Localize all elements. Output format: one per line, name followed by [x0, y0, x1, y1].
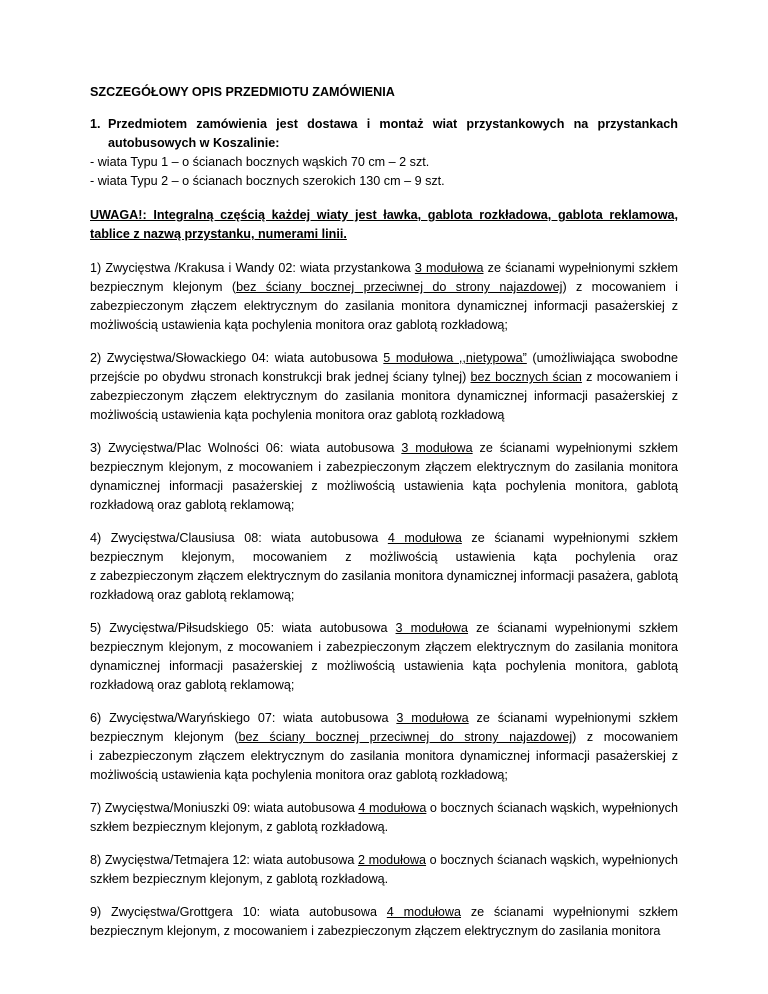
item-1-heading: [90, 115, 678, 153]
p4-underline-1: 4 modułowa: [387, 531, 462, 545]
paragraph-8: [90, 851, 678, 889]
p8-underline-1: 2 modułowa: [358, 853, 427, 867]
p7-underline-1: 4 modułowa: [358, 801, 427, 815]
p1-underline-1: 3 modułowa: [414, 261, 484, 275]
p5-text-a: 5) Zwycięstwa/Piłsudskiego 05: wiata autobusowa: [90, 621, 396, 635]
p1-text-b: ze ścianami wypełnionymi szkłem bezpiecznym klejonym (: [90, 261, 678, 294]
item-1-type-1: - wiata Typu 1 – o ścianach bocznych wąskich 70 cm – 2 szt.: [90, 155, 430, 169]
p9-underline-1: 4 modułowa: [386, 905, 462, 919]
item-1-heading-text: Przedmiotem zamówienia jest dostawa i montaż wiat przystankowych na przystankach autobusowych w Koszalinie:: [108, 117, 678, 150]
p6-lines-1-2: [90, 709, 678, 747]
p8-text-a: 8) Zwycięstwa/Tetmajera 12: wiata autobusowa: [90, 853, 359, 867]
p4-text-a: 4) Zwycięstwa/Clausiusa 08: wiata autobusowa: [90, 531, 388, 545]
p4-lines-1-2: [90, 529, 678, 567]
p6-underline-2: bez ściany bocznej przeciwnej do strony najazdowej: [238, 730, 573, 744]
paragraph-7: [90, 799, 678, 837]
paragraph-9: [90, 903, 678, 941]
p6-text-b: ze ścianami wypełnionymi szkłem bezpiecznym klejonym (: [90, 711, 678, 744]
p3-underline-1: 3 modułowa: [401, 441, 473, 455]
p7-text-b: o bocznych ścianach wąskich, wypełnionych szkłem bezpiecznym klejonym, z gablotą rozkładową.: [90, 801, 678, 834]
p1-underline-2: bez ściany bocznej przeciwnej do strony najazdowej: [236, 280, 563, 294]
p2-text-c: z mocowaniem i zabezpieczonym złączem elektrycznym do zasilania monitora dynamicznej informacji pasażerskiej z możliwością ustawienia kąta pochylenia monitora oraz gablotą rozkładową: [90, 370, 678, 422]
p9-text-b: ze ścianami wypełnionymi szkłem bezpiecznym klejonym, z mocowaniem i zabezpieczonym złączem elektrycznym do zasilania monitora: [90, 905, 678, 938]
p8-text-b: o bocznych ścianach wąskich, wypełnionych szkłem bezpiecznym klejonym, z gablotą rozkładową.: [90, 853, 678, 886]
paragraph-4: [90, 529, 678, 605]
p2-text-a: 2) Zwycięstwa/Słowackiego 04: wiata autobusowa: [90, 351, 384, 365]
p9-text-a: 9) Zwycięstwa/Grottgera 10: wiata autobusowa: [90, 905, 387, 919]
p6-underline-1: 3 modułowa: [396, 711, 469, 725]
paragraph-5: [90, 619, 678, 695]
p5-text-b: ze ścianami wypełnionymi szkłem bezpiecznym klejonym, z mocowaniem i zabezpieczonym złączem elektrycznym do zasilania monitora dynamicznej informacji pasażerskiej z możliwością ustawienia kąta pochylenia monitora, gablotą rozkładową oraz gablotą reklamową;: [90, 621, 678, 692]
uwaga-note: UWAGA!: Integralną częścią każdej wiaty jest ławka, gablota rozkładowa, gablota reklamowa, tablice z nazwą przystanku, numerami linii.: [90, 208, 678, 241]
item-1: [90, 115, 678, 191]
p1-text-a: 1) Zwycięstwa /Krakusa i Wandy 02: wiata przystankowa: [90, 261, 415, 275]
p2-underline-1: 5 modułowa ,,nietypowa”: [383, 351, 527, 365]
item-1-number: 1.: [90, 117, 101, 131]
item-1-type-2: - wiata Typu 2 – o ścianach bocznych szerokich 130 cm – 9 szt.: [90, 174, 445, 188]
p4-text-b: ze ścianami wypełnionymi szkłem bezpiecznym klejonym, mocowaniem z możliwością ustawienia kąta pochylenia oraz: [90, 531, 678, 564]
document-title: SZCZEGÓŁOWY OPIS PRZEDMIOTU ZAMÓWIENIA: [90, 85, 395, 99]
paragraph-6: [90, 709, 678, 785]
p2-text-b: (umożliwiająca swobodne przejście po obydwu stronach konstrukcji brak jednej ściany tylnej): [90, 351, 679, 384]
p6-text-a: 6) Zwycięstwa/Waryńskiego 07: wiata autobusowa: [90, 711, 397, 725]
p6-text-d: i zabezpieczonym złączem elektrycznym do zasilania monitora dynamicznej informacji pasażerskiej z możliwością ustawienia kąta pochylenia monitora oraz gablotą rozkładową;: [90, 749, 678, 782]
p7-text-a: 7) Zwycięstwa/Moniuszki 09: wiata autobusowa: [90, 801, 359, 815]
p6-text-c: ) z mocowaniem: [572, 730, 678, 744]
p2-underline-2: bez bocznych ścian: [470, 370, 582, 384]
paragraph-1: [90, 259, 678, 335]
paragraph-2: [90, 349, 678, 425]
p5-underline-1: 3 modułowa: [395, 621, 469, 635]
p3-text-a: 3) Zwycięstwa/Plac Wolności 06: wiata autobusowa: [90, 441, 402, 455]
paragraph-3: [90, 439, 678, 515]
p1-text-c: ) z mocowaniem i zabezpieczonym złączem elektrycznym do zasilania monitora dynamicznej informacji pasażerskiej z możliwością ustawienia kąta pochylenia monitora oraz gablotą rozkładową;: [90, 280, 678, 332]
p4-text-c: z zabezpieczonym złączem elektrycznym do zasilania monitora dynamicznej informacji pasażera, gablotą rozkładową oraz gablotą reklamową;: [90, 569, 678, 602]
p3-text-b: ze ścianami wypełnionymi szkłem bezpiecznym klejonym, z mocowaniem i zabezpieczonym złączem elektrycznym do zasilania monitora dynamicznej informacji pasażerskiej z możliwością ustawienia kąta pochylenia monitora, gablotą rozkładową oraz gablotą reklamową;: [90, 441, 678, 512]
